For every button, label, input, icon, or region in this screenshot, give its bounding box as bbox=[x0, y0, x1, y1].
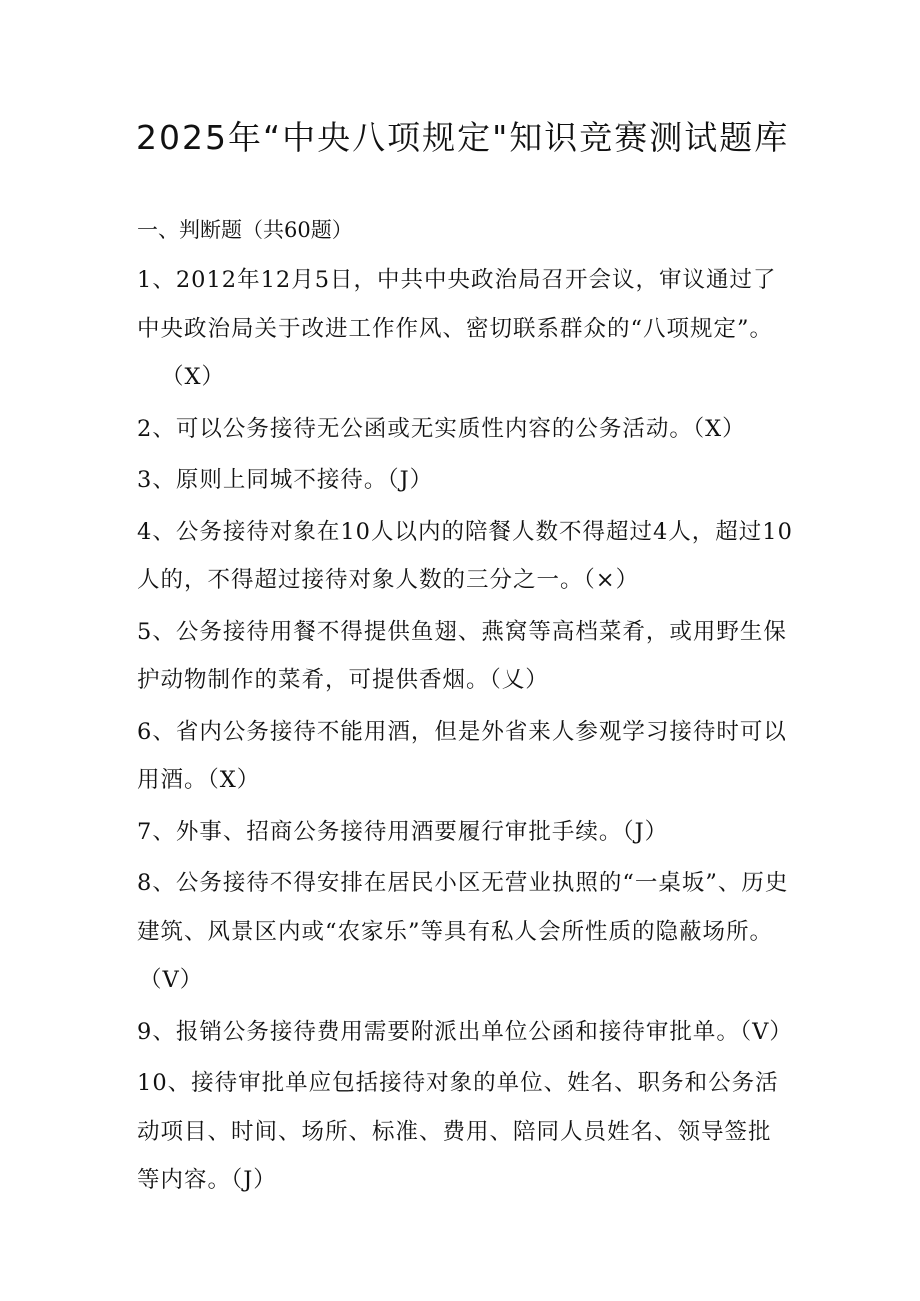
question-answer: （X） bbox=[207, 767, 261, 793]
question-text: 6、省内公务接待不能用酒，但是外省来人参观学习接待时可以用酒。 bbox=[137, 718, 787, 793]
question-answer: （X） bbox=[692, 415, 746, 442]
question-item bbox=[137, 508, 793, 605]
question-answer: （V） bbox=[139, 967, 204, 993]
question-item bbox=[137, 708, 793, 805]
question-text: 3、原则上同城不接待。 bbox=[137, 467, 388, 493]
question-text: 9、报销公务接待费用需要附派出单位公函和接待审批单。 bbox=[137, 1018, 740, 1045]
question-answer: （X） bbox=[161, 364, 226, 390]
question-text: 2、可以公务接待无公函或无实质性内容的公务活动。 bbox=[137, 415, 693, 442]
section-heading: 一、判断题（共60题） bbox=[137, 218, 353, 242]
question-text: 7、外事、招商公务接待用酒要履行审批手续。 bbox=[137, 818, 623, 845]
question-answer: （J） bbox=[622, 818, 669, 845]
question-item bbox=[137, 456, 793, 505]
question-answer: （J） bbox=[231, 1167, 277, 1193]
question-item bbox=[137, 608, 793, 705]
question-text: 1、2012年12月5日，中共中央政治局召开会议，审议通过了中央政治局关于改进工作作风、密切联系群众的“八项规定”。 bbox=[137, 267, 777, 342]
question-text: 4、公务接待对象在10人以内的陪餐人数不得超过4人，超过10人的，不得超过接待对象人数的三分之一。 bbox=[137, 518, 793, 593]
question-answer: （×） bbox=[583, 567, 640, 593]
question-answer: （J） bbox=[387, 467, 434, 493]
question-answer: （乂） bbox=[489, 667, 549, 693]
question-text: 8、公务接待不得安排在居民小区无营业执照的“一桌坂”、历史建筑、风景区内或“农家乐”等具有私人会所性质的隐蔽场所。 bbox=[137, 870, 789, 945]
question-text: 10、接待审批单应包括接待对象的单位、姓名、职务和公务活动项目、时间、场所、标准、费用、陪同人员姓名、领导签批等内容。 bbox=[137, 1070, 779, 1193]
question-list bbox=[137, 256, 793, 1208]
question-item bbox=[137, 859, 793, 1005]
question-item bbox=[137, 1059, 793, 1205]
question-text: 5、公务接待用餐不得提供鱼翅、燕窝等高档菜肴，或用野生保护动物制作的菜肴，可提供香烟。 bbox=[137, 618, 787, 693]
question-item bbox=[137, 808, 793, 857]
question-item bbox=[137, 256, 793, 402]
question-answer: （V） bbox=[739, 1018, 793, 1045]
question-item bbox=[137, 1008, 793, 1057]
question-item bbox=[137, 405, 793, 454]
document-title: 2025年“中央八项规定"知识竞赛测试题库 bbox=[136, 118, 790, 157]
